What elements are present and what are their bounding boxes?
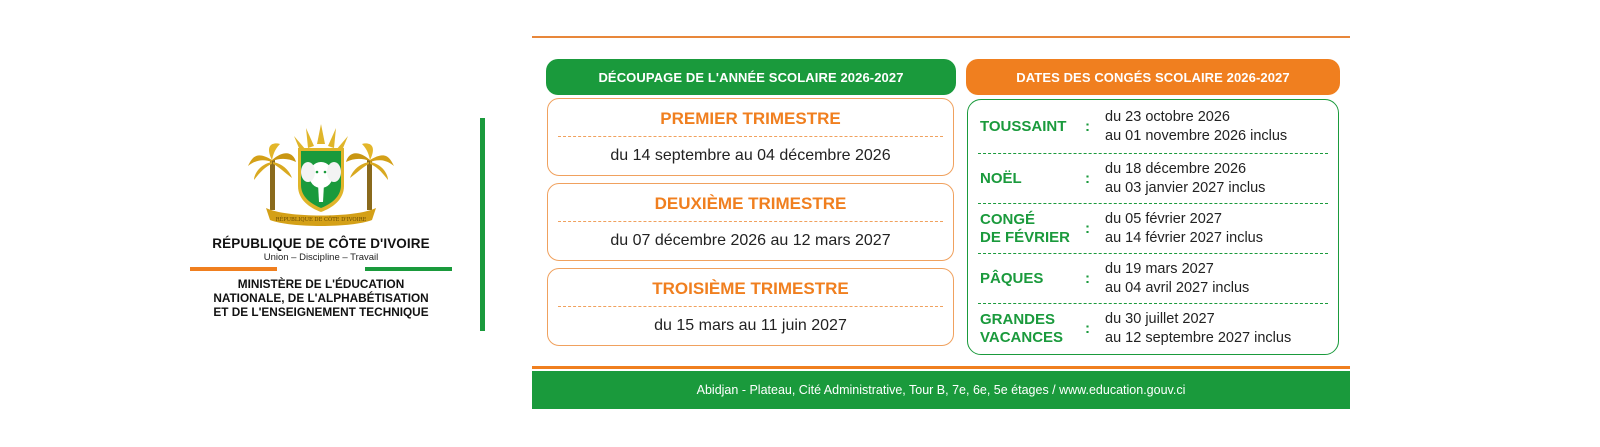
term-title: DEUXIÈME TRIMESTRE: [654, 194, 847, 213]
holiday-name: GRANDES VACANCES: [980, 310, 1064, 346]
top-rule: [532, 36, 1350, 38]
holiday-dates: du 19 mars 2027 au 04 avril 2027 inclus: [1105, 260, 1250, 296]
term-separator: [558, 306, 943, 307]
holiday-row-noel: [968, 153, 1338, 204]
holiday-colon: :: [1085, 270, 1090, 287]
holiday-name: TOUSSAINT: [980, 117, 1067, 135]
term-separator: [558, 221, 943, 222]
holiday-name: PÂQUES: [980, 269, 1044, 287]
flag-white-band: [277, 267, 364, 271]
holidays-list: [967, 99, 1339, 355]
term-dates: du 15 mars au 11 juin 2027: [654, 317, 847, 334]
ministry-name-line-2: NATIONALE, DE L'ALPHABÉTISATION: [213, 291, 429, 305]
holiday-row-fevrier: [968, 203, 1338, 254]
term-title: PREMIER TRIMESTRE: [660, 109, 841, 128]
holiday-name: NOËL: [980, 169, 1022, 187]
holiday-colon: :: [1085, 118, 1090, 135]
holiday-dates: du 23 octobre 2026 au 01 novembre 2026 inclus: [1105, 108, 1288, 144]
flag-stripe: [190, 267, 452, 271]
holiday-row-grandes-vacances: [968, 303, 1338, 354]
footer-orange-line: [532, 366, 1350, 369]
ministry-name-line-1: MINISTÈRE DE L'ÉDUCATION: [237, 277, 405, 291]
flag-green-band: [365, 267, 452, 271]
term-separator: [558, 136, 943, 137]
national-motto: Union – Discipline – Travail: [263, 252, 379, 263]
holidays-header: DATES DES CONGÉS SCOLAIRE 2026-2027: [966, 59, 1340, 95]
footer-address: Abidjan - Plateau, Cité Administrative, Tour B, 7e, 6e, 5e étages / www.education.gouv.ci: [532, 371, 1350, 409]
vertical-divider: [480, 118, 485, 331]
coat-of-arms-icon: [246, 120, 396, 232]
holiday-colon: :: [1085, 320, 1090, 337]
term-card-first: [547, 98, 954, 176]
svg-text:RÉPUBLIQUE DE CÔTE D'IVOIRE: RÉPUBLIQUE DE CÔTE D'IVOIRE: [275, 217, 367, 223]
holiday-colon: :: [1085, 220, 1090, 237]
holiday-row-paques: [968, 253, 1338, 304]
term-card-second: [547, 183, 954, 261]
republic-name: RÉPUBLIQUE DE CÔTE D'IVOIRE: [212, 236, 430, 251]
holiday-colon: :: [1085, 170, 1090, 187]
term-dates: du 07 décembre 2026 au 12 mars 2027: [610, 232, 891, 249]
holiday-name: CONGÉ DE FÉVRIER: [980, 210, 1071, 246]
holiday-row-toussaint: [968, 101, 1338, 152]
holiday-dates: du 18 décembre 2026 au 03 janvier 2027 inclus: [1105, 160, 1266, 196]
ministry-identity: [190, 120, 452, 319]
flag-orange-band: [190, 267, 277, 271]
holiday-dates: du 05 février 2027 au 14 février 2027 inclus: [1105, 210, 1263, 246]
term-dates: du 14 septembre au 04 décembre 2026: [610, 147, 891, 164]
term-card-third: [547, 268, 954, 346]
ministry-name-line-3: ET DE L'ENSEIGNEMENT TECHNIQUE: [213, 305, 429, 319]
term-title: TROISIÈME TRIMESTRE: [652, 279, 849, 298]
school-year-header: DÉCOUPAGE DE L'ANNÉE SCOLAIRE 2026-2027: [546, 59, 956, 95]
holiday-dates: du 30 juillet 2027 au 12 septembre 2027 inclus: [1105, 310, 1292, 346]
